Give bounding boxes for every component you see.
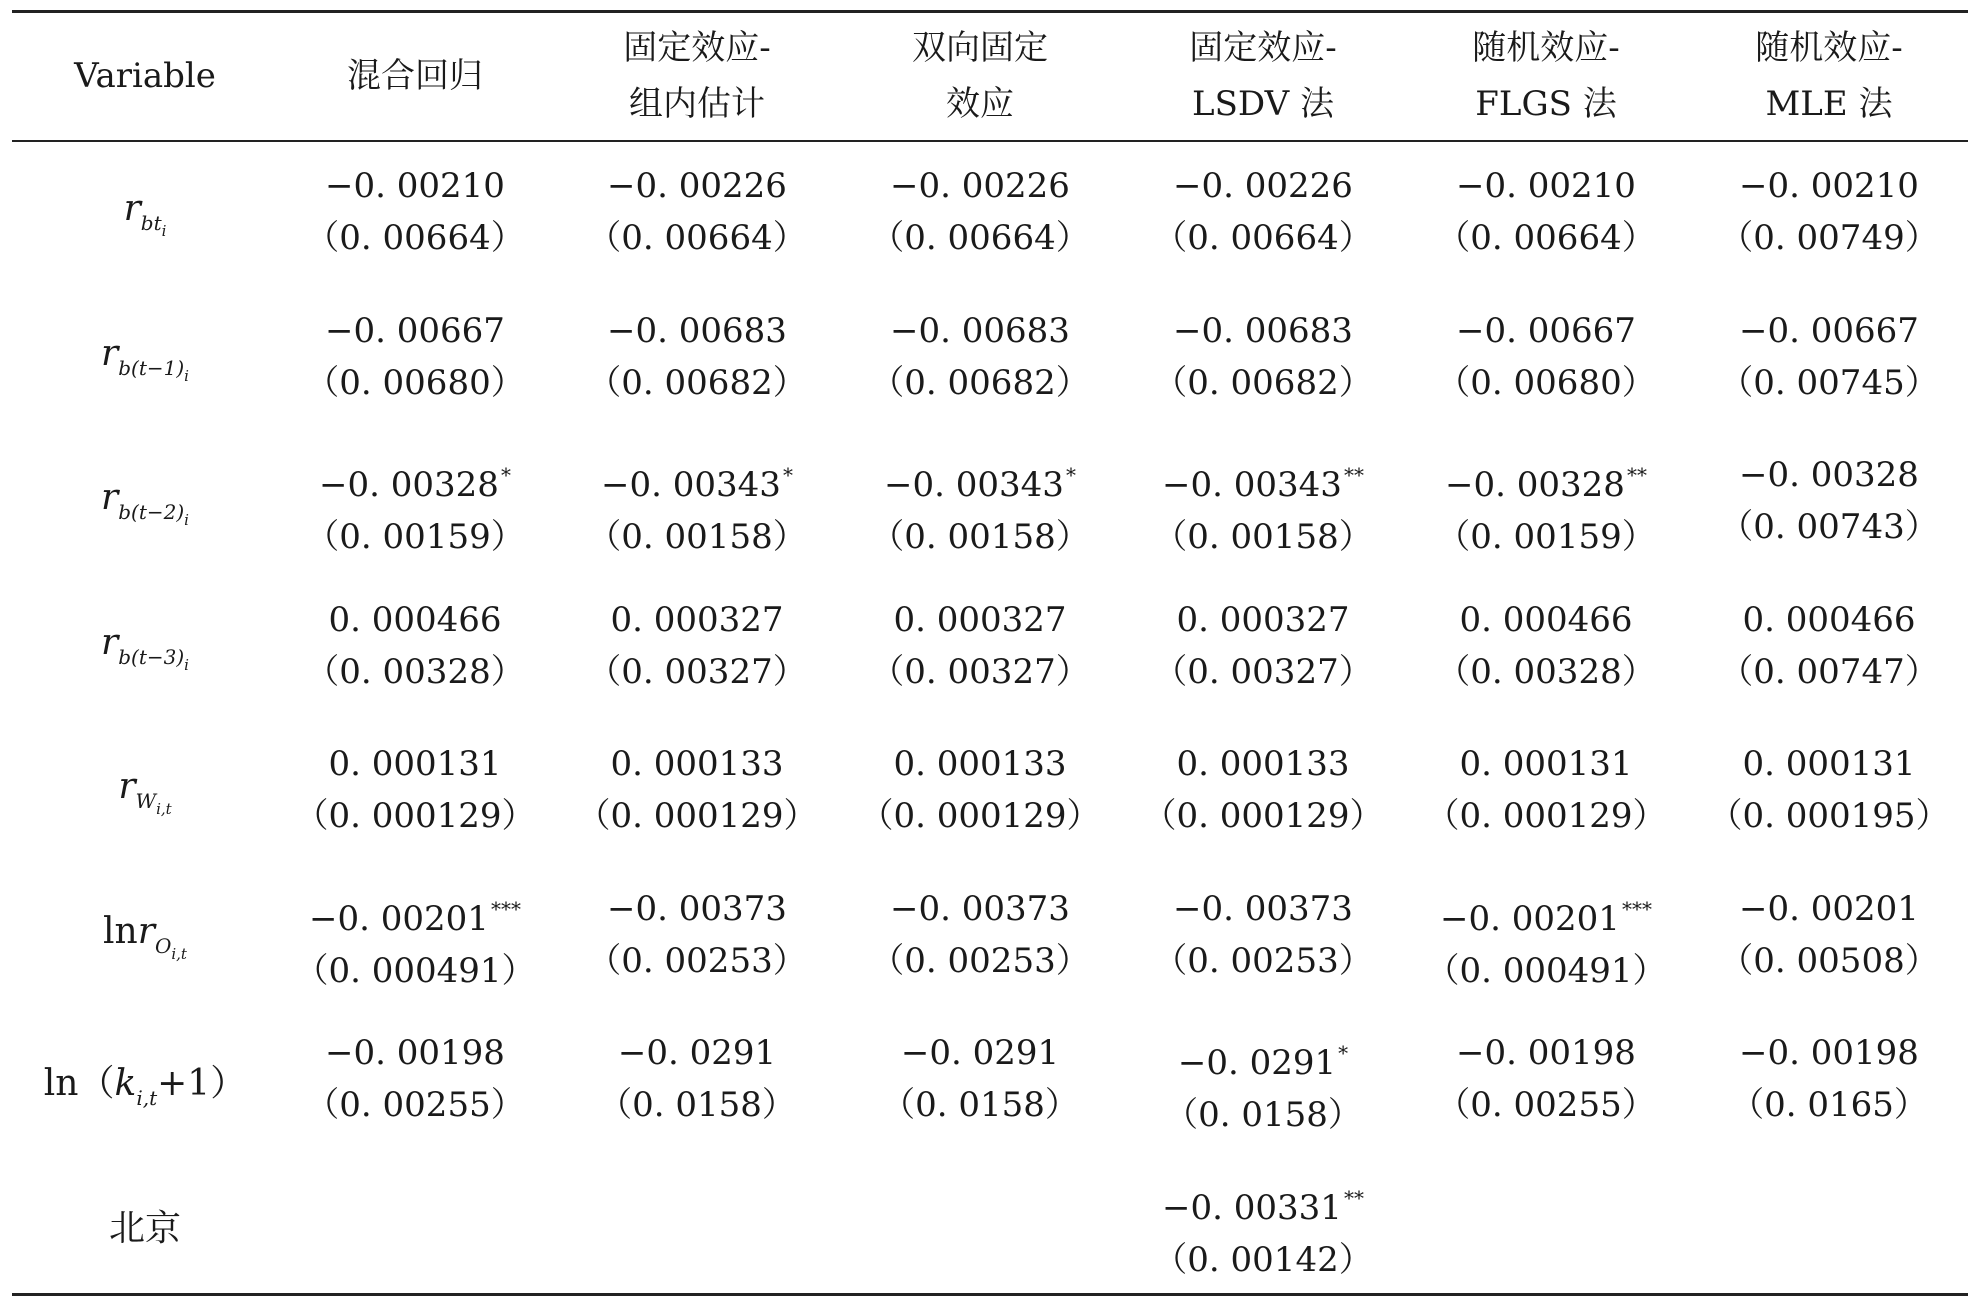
table-cell (562, 449, 832, 563)
table-cell (1128, 738, 1398, 842)
standard-error: （0. 0165） (1730, 1085, 1928, 1125)
coefficient-value: −0. 00328 (1739, 455, 1919, 495)
coefficient (562, 160, 832, 212)
standard-error: （0. 000129） (294, 796, 536, 836)
standard-error: （0. 00664） (1153, 218, 1373, 258)
table-cell (1128, 883, 1398, 987)
table-cell (1128, 1027, 1398, 1141)
standard-error: （0. 000195） (1708, 796, 1950, 836)
coefficient (562, 449, 832, 511)
coefficient-value: −0. 00328 (319, 465, 499, 505)
table-cell (1411, 1027, 1681, 1131)
coefficient (562, 738, 832, 790)
coefficient (1128, 738, 1398, 790)
coefficient-value: −0. 00210 (1739, 166, 1919, 206)
coefficient-value: −0. 00373 (890, 888, 1070, 929)
variable-subscript-text: b(t−2) (118, 500, 185, 524)
coefficient (1128, 1172, 1398, 1234)
coefficient (845, 449, 1115, 511)
variable-prefix: ln (103, 910, 138, 952)
table-cell (845, 305, 1115, 409)
variable-symbol: r (123, 188, 141, 229)
coefficient-value: −0. 0291 (900, 1033, 1060, 1073)
coefficient (1411, 1027, 1681, 1079)
standard-error: （0. 00253） (870, 940, 1090, 981)
table-cell (1411, 594, 1681, 698)
coefficient-value: −0. 00667 (1739, 310, 1919, 351)
variable-subscript-text: O (154, 933, 172, 958)
standard-error: （0. 00680） (305, 362, 525, 403)
table-header-rule (12, 140, 1968, 142)
significance-stars: * (782, 463, 793, 487)
standard-error: （0. 00327） (1153, 651, 1373, 692)
coefficient (1411, 160, 1681, 212)
coefficient (1694, 594, 1964, 646)
standard-error: （0. 000491） (294, 950, 536, 991)
table-cell (1694, 883, 1964, 987)
standard-error: （0. 0158） (598, 1085, 796, 1125)
standard-error: （0. 00664） (305, 218, 525, 258)
variable-symbol: r (137, 910, 155, 952)
table-cell (1411, 738, 1681, 842)
standard-error: （0. 00158） (587, 517, 807, 557)
variable-subsubscript: i (184, 511, 189, 529)
significance-stars: * (1338, 1041, 1349, 1065)
coefficient (562, 883, 832, 935)
table-top-rule (12, 10, 1968, 13)
standard-error: （0. 000129） (576, 796, 818, 836)
standard-error: （0. 00508） (1719, 940, 1939, 981)
variable-subscript-text: i,t (136, 1086, 158, 1110)
header-col-fe-within: 固定效应- 组内估计 (623, 28, 771, 124)
coefficient (280, 449, 550, 511)
table-cell (845, 594, 1115, 698)
table-cell (562, 594, 832, 698)
header-col-twoway-fe: 双向固定 效应 (912, 28, 1048, 124)
standard-error: （0. 00159） (305, 517, 525, 557)
standard-error: （0. 00682） (870, 362, 1090, 403)
coefficient (845, 883, 1115, 935)
table-cell (1128, 594, 1398, 698)
coefficient-value: −0. 00226 (890, 166, 1070, 206)
variable-suffix: +1） (157, 1063, 247, 1104)
standard-error: （0. 00142） (1153, 1239, 1373, 1280)
coefficient-value: −0. 00667 (1456, 310, 1636, 351)
table-cell (845, 160, 1115, 264)
table-cell (1128, 449, 1398, 563)
standard-error: （0. 000129） (859, 796, 1101, 836)
coefficient-value: −0. 00210 (325, 166, 505, 206)
table-cell (845, 738, 1115, 842)
table-cell (845, 1027, 1115, 1131)
coefficient-value: −0. 0291 (1177, 1043, 1337, 1083)
table-cell (1694, 1027, 1964, 1131)
standard-error: （0. 00664） (870, 218, 1090, 258)
coefficient (562, 305, 832, 357)
coefficient-value: −0. 00198 (1739, 1033, 1919, 1073)
variable-subscript (118, 644, 189, 674)
coefficient-value: 0. 000327 (610, 599, 784, 640)
row-variable-label (20, 1200, 270, 1251)
variable-symbol: r (118, 766, 136, 807)
standard-error: （0. 00682） (587, 362, 807, 403)
coefficient-value: 0. 000466 (1742, 599, 1916, 640)
coefficient-value: −0. 00683 (607, 310, 787, 351)
standard-error: （0. 000129） (1425, 796, 1667, 836)
coefficient-value: 0. 000466 (1459, 599, 1633, 640)
coefficient-value: 0. 000327 (893, 599, 1067, 640)
row-variable-label (20, 911, 270, 963)
table-cell (1694, 738, 1964, 842)
variable-symbol: r (101, 332, 119, 374)
coefficient (845, 160, 1115, 212)
coefficient-value: −0. 00201 (309, 898, 489, 939)
coefficient (1694, 883, 1964, 935)
coefficient-value: −0. 00226 (607, 166, 787, 206)
standard-error: （0. 00158） (1153, 517, 1373, 557)
header-col-re-flgs: 随机效应- FLGS 法 (1472, 28, 1620, 124)
coefficient (1411, 305, 1681, 357)
table-cell (1128, 305, 1398, 409)
coefficient-value: −0. 00683 (1173, 310, 1353, 351)
standard-error: （0. 00747） (1719, 651, 1939, 692)
table-cell (562, 305, 832, 409)
standard-error: （0. 00255） (1436, 1085, 1656, 1125)
table-cell (1411, 449, 1681, 563)
table-cell (280, 594, 550, 698)
significance-stars: *** (1621, 896, 1652, 921)
coefficient-value: −0. 00201 (1440, 898, 1620, 939)
standard-error: （0. 00158） (870, 517, 1090, 557)
variable-subscript (118, 355, 189, 385)
coefficient (1411, 594, 1681, 646)
row-variable-label (20, 188, 270, 240)
coefficient-value: 0. 000133 (1176, 744, 1350, 784)
variable-subscript (136, 1086, 157, 1110)
coefficient (845, 305, 1115, 357)
coefficient-value: −0. 00198 (325, 1033, 505, 1073)
variable-subsubscript: i (161, 222, 167, 240)
table-cell (562, 738, 832, 842)
standard-error: （0. 00253） (1153, 940, 1373, 981)
significance-stars: * (1065, 463, 1076, 487)
coefficient (280, 160, 550, 212)
variable-subsubscript: i (184, 655, 189, 674)
standard-error: （0. 000491） (1425, 950, 1667, 991)
row-variable-label (20, 1055, 270, 1110)
row-variable-label (20, 622, 270, 674)
header-col-fe-lsdv: 固定效应- LSDV 法 (1189, 28, 1337, 124)
table-cell (280, 1027, 550, 1131)
coefficient-value: −0. 00667 (325, 310, 505, 351)
coefficient-value: 0. 000131 (1459, 744, 1633, 784)
standard-error: （0. 00743） (1719, 507, 1939, 547)
table-cell (1411, 883, 1681, 997)
header-variable: Variable (74, 56, 216, 96)
coefficient-value: −0. 00198 (1456, 1033, 1636, 1073)
standard-error: （0. 00327） (870, 651, 1090, 692)
coefficient-value: −0. 00373 (607, 888, 787, 929)
table-cell (1694, 449, 1964, 553)
table-cell (280, 738, 550, 842)
coefficient (845, 1027, 1115, 1079)
variable-subsubscript: i (184, 366, 189, 385)
coefficient (280, 305, 550, 357)
coefficient-value: −0. 00331 (1162, 1187, 1342, 1228)
standard-error: （0. 00328） (1436, 651, 1656, 692)
coefficient-value: 0. 000133 (893, 744, 1067, 784)
header-col-re-mle: 随机效应- MLE 法 (1755, 28, 1903, 124)
coefficient (1128, 883, 1398, 935)
coefficient (1128, 449, 1398, 511)
variable-symbol: k (114, 1063, 137, 1104)
coefficient-value: 0. 000131 (328, 744, 502, 784)
table-cell (280, 160, 550, 264)
variable-subscript (135, 789, 172, 818)
table-cell (280, 883, 550, 997)
coefficient (1411, 449, 1681, 511)
coefficient-value: 0. 000466 (328, 599, 502, 640)
coefficient (1128, 594, 1398, 646)
table-cell (845, 449, 1115, 563)
coefficient (1694, 160, 1964, 212)
variable-subscript (140, 211, 167, 240)
variable-subscript-text: bt (140, 211, 162, 235)
standard-error: （0. 00664） (1436, 218, 1656, 258)
coefficient (1128, 160, 1398, 212)
table-cell (1128, 160, 1398, 264)
variable-subsubscript: i,t (171, 944, 187, 963)
table-cell (1694, 160, 1964, 264)
coefficient-value: −0. 00210 (1456, 166, 1636, 206)
coefficient (280, 883, 550, 945)
coefficient-value: −0. 00343 (601, 465, 781, 505)
variable-subscript (154, 933, 187, 963)
table-cell (562, 1027, 832, 1131)
coefficient (1128, 305, 1398, 357)
coefficient (1694, 449, 1964, 501)
significance-stars: ** (1343, 463, 1364, 487)
variable-prefix: ln（ (43, 1063, 115, 1104)
variable-subscript (118, 500, 189, 529)
table-cell (1694, 305, 1964, 409)
table-cell (1411, 160, 1681, 264)
coefficient (1411, 738, 1681, 790)
table-cell (280, 449, 550, 563)
row-variable-label (20, 333, 270, 385)
variable-subsubscript: i,t (156, 800, 172, 818)
table-cell (1411, 305, 1681, 409)
table-cell (1128, 1172, 1398, 1286)
coefficient-value: 0. 000131 (1742, 744, 1916, 784)
significance-stars: ** (1626, 463, 1647, 487)
standard-error: （0. 00682） (1153, 362, 1373, 403)
coefficient-value: −0. 00343 (1162, 465, 1342, 505)
table-cell (562, 160, 832, 264)
standard-error: （0. 000129） (1142, 796, 1384, 836)
coefficient-value: −0. 00373 (1173, 888, 1353, 929)
coefficient (1411, 883, 1681, 945)
standard-error: （0. 00745） (1719, 362, 1939, 403)
coefficient (562, 1027, 832, 1079)
coefficient (1694, 1027, 1964, 1079)
coefficient-value: −0. 00201 (1739, 888, 1919, 929)
coefficient (1694, 305, 1964, 357)
variable-subscript-text: b(t−1) (118, 355, 185, 380)
coefficient (845, 738, 1115, 790)
significance-stars: *** (490, 896, 521, 921)
standard-error: （0. 00327） (587, 651, 807, 692)
standard-error: （0. 00255） (305, 1085, 525, 1125)
standard-error: （0. 00664） (587, 218, 807, 258)
variable-subscript-text: b(t−3) (118, 644, 185, 669)
coefficient-value: −0. 00343 (884, 465, 1064, 505)
header-col-pooled: 混合回归 (347, 56, 483, 96)
coefficient-value: −0. 00683 (890, 310, 1070, 351)
coefficient-value: −0. 00226 (1173, 166, 1353, 206)
table-cell (845, 883, 1115, 987)
coefficient (845, 594, 1115, 646)
variable-subscript-text: W (135, 789, 157, 813)
coefficient (280, 594, 550, 646)
standard-error: （0. 0158） (1164, 1095, 1362, 1135)
coefficient-value: −0. 00328 (1445, 465, 1625, 505)
standard-error: （0. 00328） (305, 651, 525, 692)
coefficient (1128, 1027, 1398, 1089)
row-variable-label (20, 766, 270, 818)
standard-error: （0. 0158） (881, 1085, 1079, 1125)
coefficient (1694, 738, 1964, 790)
significance-stars: * (500, 463, 511, 487)
table-cell (1694, 594, 1964, 698)
significance-stars: ** (1343, 1185, 1364, 1210)
row-variable-label (20, 477, 270, 529)
standard-error: （0. 00749） (1719, 218, 1939, 258)
standard-error: （0. 00680） (1436, 362, 1656, 403)
variable-prefix: 北京 (108, 1207, 181, 1249)
variable-symbol: r (101, 477, 119, 518)
coefficient (280, 738, 550, 790)
table-bottom-rule (12, 1293, 1968, 1296)
coefficient (280, 1027, 550, 1079)
variable-symbol: r (101, 621, 119, 663)
standard-error: （0. 00253） (587, 940, 807, 981)
standard-error: （0. 00159） (1436, 517, 1656, 557)
coefficient (562, 594, 832, 646)
coefficient-value: 0. 000327 (1176, 599, 1350, 640)
table-cell (280, 305, 550, 409)
coefficient-value: −0. 0291 (617, 1033, 777, 1073)
table-cell (562, 883, 832, 987)
coefficient-value: 0. 000133 (610, 744, 784, 784)
